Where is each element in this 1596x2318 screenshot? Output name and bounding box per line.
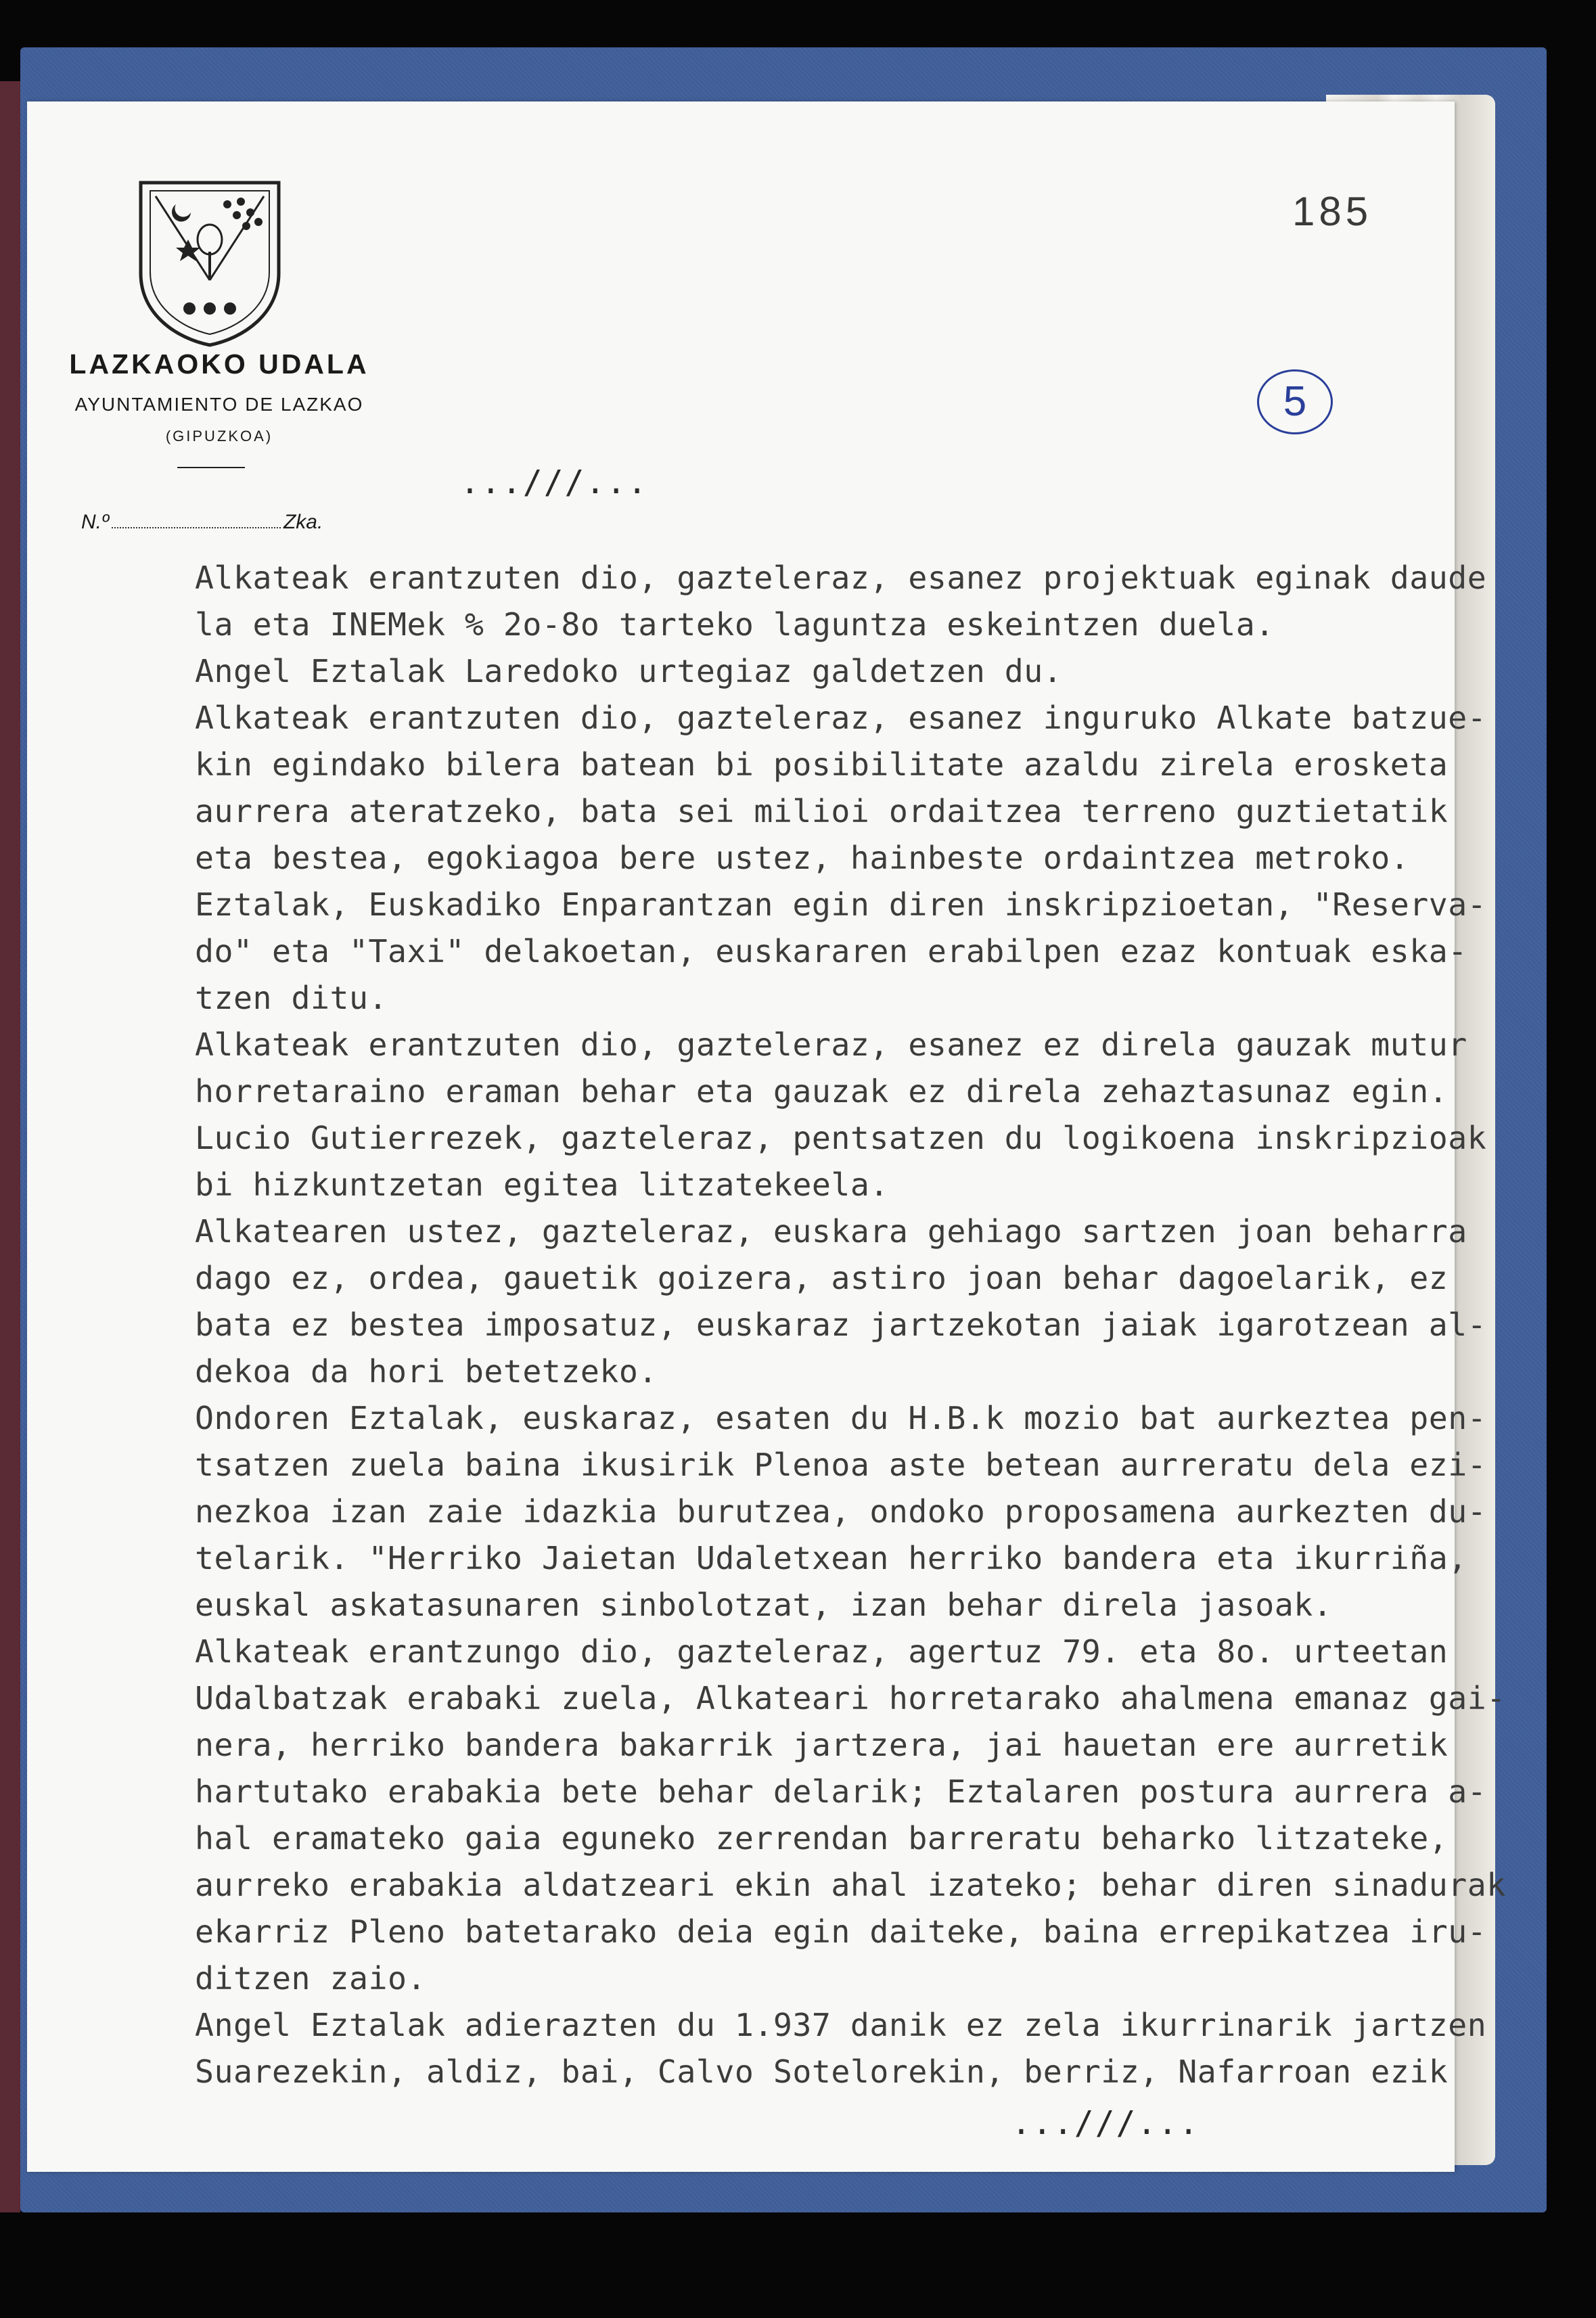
- text-line: eta bestea, egokiagoa bere ustez, hainbeste ordaintzea metroko.: [195, 840, 1410, 876]
- text-line: Eztalak, Euskadiko Enparantzan egin diren inskripzioetan, "Reserva-: [195, 886, 1487, 923]
- continuation-mark-top: ...///...: [460, 463, 649, 501]
- continuation-mark-bottom: ...///...: [1011, 2104, 1200, 2142]
- text-line: Suarezekin, aldiz, bai, Calvo Sotelorekin, berriz, Nafarroan ezik: [195, 2053, 1449, 2090]
- binder-spine: [0, 81, 20, 2212]
- text-line: kin egindako bilera batean bi posibilitate azaldu zirela erosketa: [195, 746, 1449, 783]
- text-line: telarik. "Herriko Jaietan Udaletxean herriko bandera eta ikurriña,: [195, 1540, 1467, 1576]
- text-line: tsatzen zuela baina ikusirik Plenoa aste betean aurreratu dela ezi-: [195, 1447, 1487, 1483]
- text-line: tzen ditu.: [195, 980, 388, 1016]
- text-line: dekoa da hori betetzeko.: [195, 1353, 658, 1390]
- text-line: Alkateak erantzungo dio, gazteleraz, agertuz 79. eta 8o. urteetan: [195, 1633, 1449, 1670]
- text-line: aurrera ateratzeko, bata sei milioi ordaitzea terreno guztietatik: [195, 793, 1449, 830]
- coat-of-arms-logo: [135, 179, 284, 348]
- text-line: Alkateak erantzuten dio, gazteleraz, esanez projektuak eginak daude: [195, 560, 1487, 596]
- page-number: 185: [1292, 189, 1373, 234]
- circled-annotation: 5: [1257, 369, 1333, 434]
- text-line: hal eramateko gaia eguneko zerrendan barreratu beharko litzateke,: [195, 1820, 1449, 1857]
- text-line: Angel Eztalak Laredoko urtegiaz galdetzen du.: [195, 653, 1063, 689]
- number-blank: [112, 527, 281, 528]
- text-line: Alkateak erantzuten dio, gazteleraz, esanez inguruko Alkate batzue-: [195, 700, 1487, 736]
- number-prefix: N.º: [81, 511, 109, 533]
- organization-subtitle: AYUNTAMIENTO DE LAZKAO: [74, 394, 364, 415]
- organization-province: (GIPUZKOA): [165, 428, 273, 445]
- text-line: Ondoren Eztalak, euskaraz, esaten du H.B.k mozio bat aurkeztea pen-: [195, 1400, 1487, 1436]
- text-line: Lucio Gutierrezek, gazteleraz, pentsatzen du logikoena inskripzioak: [195, 1120, 1487, 1156]
- body-text: [195, 555, 1506, 2095]
- document-page: [27, 101, 1506, 2172]
- text-line: do" eta "Taxi" delakoetan, euskararen erabilpen ezaz kontuak eska-: [195, 933, 1467, 970]
- text-line: euskal askatasunaren sinbolotzat, izan behar direla jasoak.: [195, 1587, 1333, 1623]
- text-line: Udalbatzak erabaki zuela, Alkateari horretarako ahalmena emanaz gai-: [195, 1680, 1506, 1717]
- reference-number-field: [81, 511, 323, 534]
- text-line: bi hizkuntzetan egitea litzatekeela.: [195, 1166, 889, 1203]
- text-line: aurreko erabakia aldatzeari ekin ahal izateko; behar diren sinadurak: [195, 1867, 1506, 1903]
- text-line: nera, herriko bandera bakarrik jartzera, jai hauetan ere aurretik: [195, 1727, 1449, 1763]
- number-suffix: Zka.: [283, 511, 323, 533]
- text-line: ekarriz Pleno batetarako deia egin daiteke, baina errepikatzea iru-: [195, 1913, 1487, 1950]
- text-line: nezkoa izan zaie idazkia burutzea, ondoko proposamena aurkezten du-: [195, 1493, 1487, 1530]
- text-line: bata ez bestea imposatuz, euskaraz jartzekotan jaiak igarotzean al-: [195, 1306, 1487, 1343]
- text-line: la eta INEMek % 2o-8o tarteko laguntza eskeintzen duela.: [195, 606, 1275, 643]
- text-line: Angel Eztalak adierazten du 1.937 danik ez zela ikurrinarik jartzen: [195, 2007, 1487, 2043]
- text-line: hartutako erabakia bete behar delarik; Eztalaren postura aurrera a-: [195, 1773, 1487, 1810]
- text-line: Alkateak erantzuten dio, gazteleraz, esanez ez direla gauzak mutur: [195, 1026, 1467, 1063]
- header-divider: [177, 467, 245, 468]
- text-line: ditzen zaio.: [195, 1960, 426, 1997]
- text-line: dago ez, ordea, gauetik goizera, astiro joan behar dagoelarik, ez: [195, 1260, 1449, 1296]
- text-line: horretaraino eraman behar eta gauzak ez direla zehaztasunaz egin.: [195, 1073, 1449, 1110]
- organization-name: LAZKAOKO UDALA: [69, 348, 369, 380]
- text-line: Alkatearen ustez, gazteleraz, euskara gehiago sartzen joan beharra: [195, 1213, 1467, 1250]
